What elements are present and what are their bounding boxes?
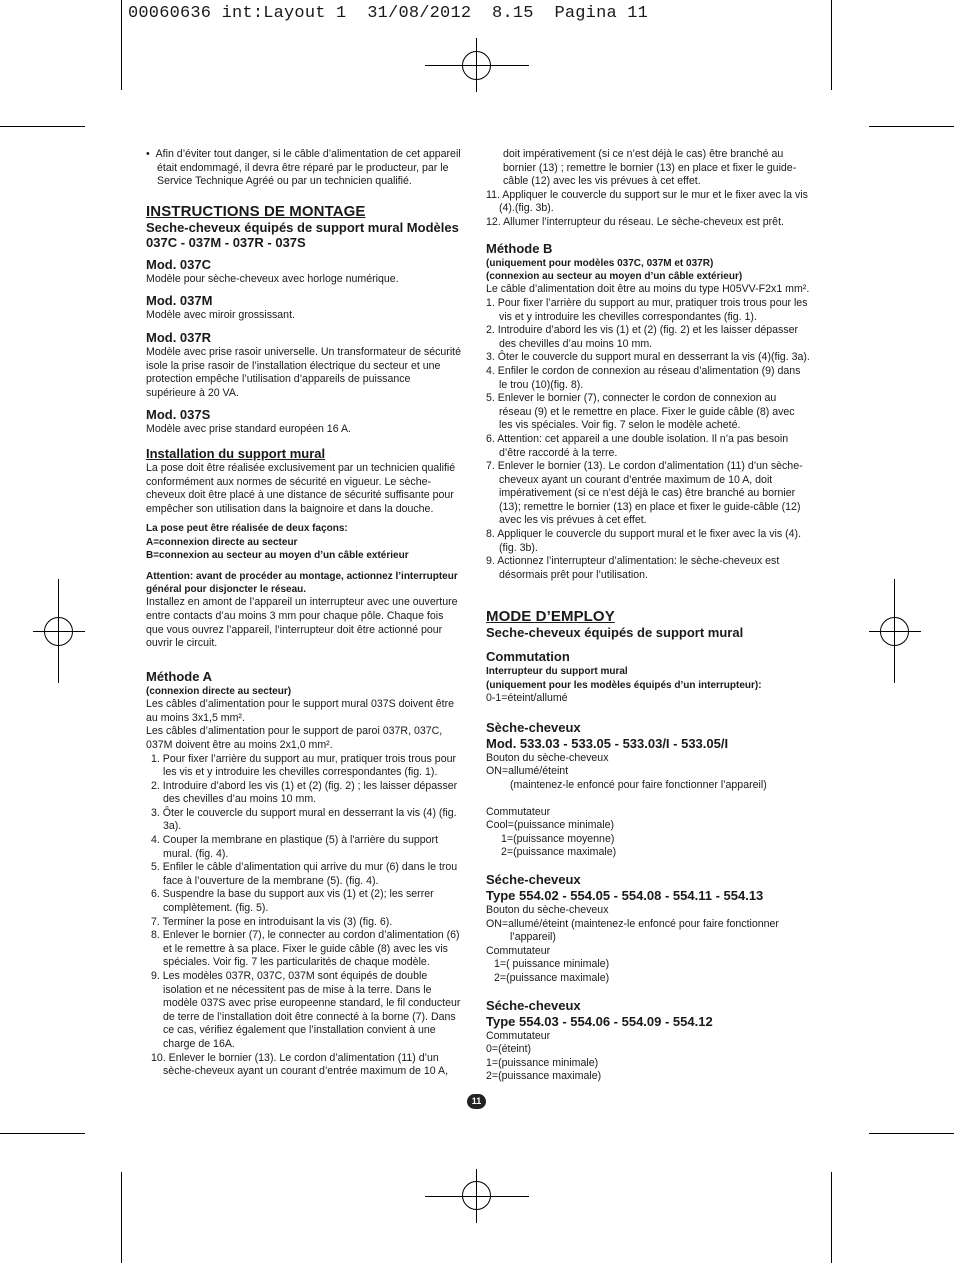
section-subtitle: Seche-cheveux équipés de support mural Modèles 037C - 037M - 037R - 037S: [146, 219, 459, 250]
method-a-steps: [146, 753, 462, 1079]
install-title: Installation du support mural: [146, 445, 326, 461]
list-item: 5. Enfiler le câble d’alimentation qui arrive du mur (6) dans le trou face à l’ouverture de la membrane (5). (fig. 4).: [151, 861, 458, 887]
sc2-title-2: Type 554.02 - 554.05 - 554.08 - 554.11 - 554.13: [486, 888, 764, 903]
method-a-text-1: Les câbles d’alimentation pour le support mural 037S doivent être au moins 3x1,5 mm².: [146, 698, 454, 724]
sc1-line: Commutateur: [486, 805, 551, 818]
sc1-line: 2=(puissance maximale): [501, 846, 617, 859]
mod-037c-text: Modèle pour sèche-cheveux avec horloge numérique.: [146, 272, 399, 285]
mod-037s-text: Modèle avec prise standard européen 16 A.: [146, 423, 351, 436]
sc1-title-2: Mod. 533.03 - 533.05 - 533.03/I - 533.05/I: [486, 735, 729, 751]
safety-bullet: • Afin d’éviter tout danger, si le câble d’alimentation de cet appareil était endommagé, il devra être réparé par le producteur, par le Service Technique Agréé ou par un technicien qualifié.: [146, 148, 461, 188]
method-b-note-1: (uniquement pour modèles 037C, 037M et 037R): [486, 257, 714, 269]
method-b-title: Méthode B: [486, 240, 553, 256]
sc1-line: Cool=(puissance minimale): [486, 819, 615, 832]
sc2-title-1: Séche-cheveux: [486, 872, 581, 887]
sc1-line: 1=(puissance moyenne): [501, 832, 615, 845]
left-column: [146, 148, 462, 1079]
method-a-title: Méthode A: [146, 668, 212, 684]
list-item: 3. Ôter le couvercle du support mural en desserrant la vis (4)(fig. 3a).: [486, 351, 810, 364]
sc2-line: ON=allumé/éteint (maintenez-le enfoncé pour faire fonctionner l’appareil): [486, 917, 779, 944]
list-item: 8. Enlever le bornier (7), le connecter au cordon d’alimentation (6) et le remettre à sa place. Fixer le guide câble (8) avec les vis spéciales. Voir fig. 7 les particularités de chaque modèle.: [151, 929, 460, 969]
mod-037m-title: Mod. 037M: [146, 293, 213, 309]
list-item: 10. Enlever le bornier (13). Le cordon d’alimentation (11) d’un sèche-cheveux ayant un courant d’entrée maximum de 10 A,: [151, 1051, 449, 1078]
list-item: 1. Pour fixer l’arrière du support au mur, pratiquer trois trous pour les vis et y introduire les chevilles correspondantes (fig. 1).: [151, 752, 457, 779]
commutation-title: Commutation: [486, 649, 570, 665]
method-b-steps: [486, 297, 810, 582]
page-number-badge: 11: [467, 1094, 486, 1109]
sc2-line: Bouton du sèche-cheveux: [486, 904, 609, 916]
mode-subtitle: Seche-cheveux équipés de support mural: [486, 625, 744, 641]
section-title-mode-employ: MODE D’EMPLOY: [486, 608, 615, 626]
list-item: 9. Actionnez l’interrupteur d’alimentation: le sèche-cheveux est désormais prêt pour l’utilisation.: [486, 555, 780, 581]
method-b-text: Le câble d’alimentation doit être au moins du type H05VV-F2x1 mm².: [486, 283, 810, 296]
list-item: 1. Pour fixer l’arrière du support au mur, pratiquer trois trous pour les vis et y introduire les chevilles correspondantes (fig. 1).: [486, 296, 808, 323]
sc3-line: 0=(éteint): [486, 1043, 532, 1056]
list-item: 11. Appliquer le couvercle du support sur le mur et le fixer avec la vis (4).(fig. 3b).: [486, 188, 808, 215]
method-a-text-2: Les câbles d’alimentation pour le support de paroi 037R, 037C, 037M doivent être au moins 2x1,0 mm².: [146, 725, 443, 751]
sc1-line: (maintenez-le enfoncé pour faire fonctionner l’appareil): [510, 779, 767, 792]
mod-037r-text: Modèle avec prise rasoir universelle. Un transformateur de sécurité isole la prise rasoir de l’installation électrique du secteur et une protection empêche l’utilisation d’appareils de puissance supérieure à 20 VA.: [146, 345, 462, 399]
print-slug-header: 00060636 int:Layout 1 31/08/2012 8.15 Pagina 11: [128, 4, 649, 23]
commutation-note-2: (uniquement pour les modèles équipés d’un interrupteur):: [486, 679, 762, 691]
sc3-line: Commutateur: [486, 1029, 551, 1042]
list-item: 2. Introduire d’abord les vis (1) et (2) (fig. 2) et les laisser dépasser des chevilles d’au moins 10 mm.: [486, 324, 799, 350]
list-item: 6. Attention: cet appareil a une double isolation. Il n’a pas besoin d’être raccordé à la terre.: [486, 432, 789, 459]
list-item: 4. Enfiler le cordon de connexion au réseau d’alimentation (9) dans le trou (10)(fig. 8).: [486, 364, 801, 391]
mod-037r-title: Mod. 037R: [146, 329, 212, 345]
sc3-title-1: Séche-cheveux: [486, 997, 581, 1013]
sc2-line: 1=( puissance minimale): [494, 958, 610, 971]
sc3-title-2: Type 554.03 - 554.06 - 554.09 - 554.12: [486, 1013, 713, 1029]
method-a-steps-continued: [486, 189, 810, 230]
list-item: 8. Appliquer le couvercle du support mural et le fixer avec la vis (4).(fig. 3b).: [486, 528, 802, 554]
list-item: 6. Suspendre la base du support aux vis (1) et (2); les serrer complètement. (fig. 5).: [151, 888, 434, 915]
list-item: 5. Enlever le bornier (7), connecter le cordon de connexion au réseau (9) et le remettre en place. Fixer le guide câble (8) avec les vis spéciales. Voir fig. 7 selon le modèle acheté.: [486, 392, 795, 432]
method-b-note-2: (connexion au secteur au moyen d’un câble extérieur): [486, 270, 743, 282]
sc3-line: 1=(puissance minimale): [486, 1056, 599, 1069]
list-item: 2. Introduire d’abord les vis (1) et (2) (fig. 2) ; les laisser dépasser des chevilles d’au moins 10 mm.: [151, 779, 458, 806]
sc2-line: Commutateur: [486, 944, 551, 957]
install-modes-2: A=connexion directe au secteur: [146, 536, 298, 548]
sc2-line: 2=(puissance maximale): [494, 971, 610, 984]
commutation-note-1: Interrupteur du support mural: [486, 666, 628, 678]
list-item: 12. Allumer l’interrupteur du réseau. Le sèche-cheveux est prêt.: [486, 215, 784, 228]
install-text: La pose doit être réalisée exclusivement par un technicien qualifié conformément aux normes de sécurité en vigueur. Le sèche-cheveux doit être placé à une distance de sécurité suffisante pour empêcher son utilisation dans la baignoire et dans la douche.: [146, 461, 456, 515]
list-item: 9. Les modèles 037R, 037C, 037M sont équipés de double isolation et ne nécessitent pas de mise à la terre. Dans le modèle 037S avec prise europeenne standard, le fil conducteur de terre de l’installation doit être connecté à la borne (7). Dans ce cas, vérifiez également que l’installation convient à une charge de 16A.: [151, 970, 461, 1050]
right-column: [486, 148, 810, 1084]
commutation-text: 0-1=éteint/allumé: [486, 692, 568, 705]
install-modes-3: B=connexion au secteur au moyen d’un câble extérieur: [146, 550, 409, 562]
list-item: 4. Couper la membrane en plastique (5) à l'arrière du support mural. (fig. 4).: [151, 834, 439, 860]
mod-037c-title: Mod. 037C: [146, 256, 212, 272]
section-title-montage: INSTRUCTIONS DE MONTAGE: [146, 202, 366, 220]
attention-note: Attention: avant de procéder au montage, actionnez l’interrupteur général pour disjoncter le réseau.: [146, 570, 458, 595]
sc1-line: ON=allumé/éteint: [486, 765, 569, 778]
list-item: 3. Ôter le couvercle du support mural en desserrant la vis (4) (fig. 3a).: [151, 806, 457, 833]
method-a-note: (connexion directe au secteur): [146, 685, 292, 697]
mod-037s-title: Mod. 037S: [146, 407, 211, 423]
list-item: 7. Enlever le bornier (13). Le cordon d’alimentation (11) d’un sèche-cheveux ayant un courant d’entrée maximum de 10 A, doit impérativement (si ce n’est déjà le cas) être branché au bornier (13); remettre le bornier (13) en place et fixer le guide-câble (12) avec les vis prévues à cet effet.: [486, 460, 803, 527]
sc1-line: Bouton du sèche-cheveux: [486, 751, 609, 764]
sc3-line: 2=(puissance maximale): [486, 1070, 602, 1083]
attention-text: Installez en amont de l’appareil un interrupteur avec une ouverture entre contacts d’au moins 3 mm pour chaque pôle. Chaque fois que vous ouvrez l’appareil, l’interrupteur doit être actionné pour ouvrir le circuit.: [146, 596, 458, 650]
install-modes-1: La pose peut être réalisée de deux façons:: [146, 523, 348, 535]
list-item: 7. Terminer la pose en introduisant la vis (3) (fig. 6).: [151, 915, 393, 928]
sc1-title-1: Sèche-cheveux: [486, 719, 581, 735]
method-a-continued: doit impérativement (si ce n’est déjà le cas) être branché au bornier (13) ; remettre le bornier (13) en place et fixer le guide-câble (12) avec les vis prévues à cet effet.: [503, 148, 797, 188]
mod-037m-text: Modèle avec miroir grossissant.: [146, 309, 295, 322]
